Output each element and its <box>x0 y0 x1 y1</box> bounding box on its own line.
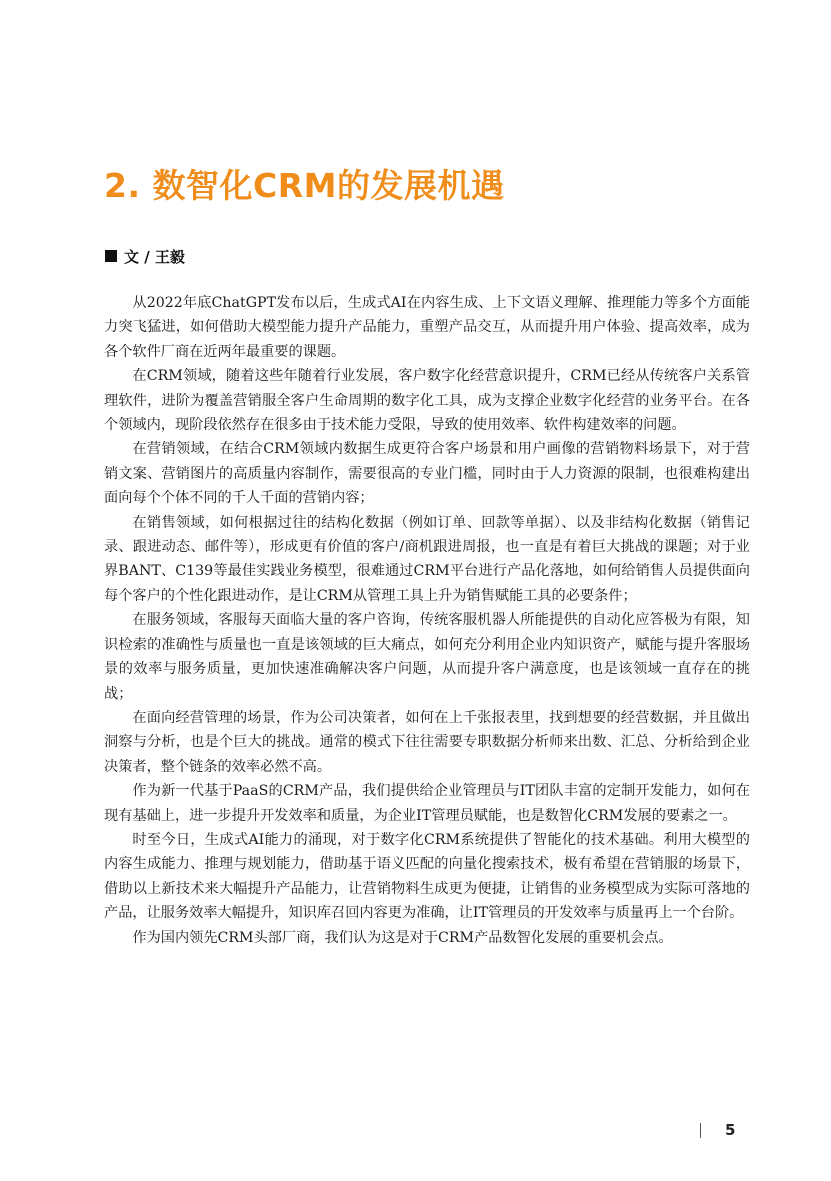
paragraph: 作为新一代基于PaaS的CRM产品，我们提供给企业管理员与IT团队丰富的定制开发能力，如何在现有基础上，进一步提升开发效率和质量，为企业IT管理员赋能，也是数智化CRM发展的要素之一。 <box>104 783 750 824</box>
author-byline <box>105 245 185 267</box>
paragraph: 在面向经营管理的场景，作为公司决策者，如何在上千张报表里，找到想要的经营数据，并且做出洞察与分析，也是个巨大的挑战。通常的模式下往往需要专职数据分析师来出数、汇总、分析给到企业决策者，整个链条的效率必然不高。 <box>104 709 750 775</box>
paragraph: 作为国内领先CRM头部厂商，我们认为这是对于CRM产品数智化发展的重要机会点。 <box>132 929 673 946</box>
paragraph: 在服务领域，客服每天面临大量的客户咨询，传统客服机器人所能提供的自动化应答极为有限，知识检索的准确性与质量也一直是该领域的巨大痛点，如何充分利用企业内知识资产，赋能与提升客服场景的效率与服务质量，更加快速准确解决客户问题，从而提升客户满意度，也是该领域一直存在的挑战； <box>104 612 750 702</box>
page-footer <box>700 1119 735 1141</box>
page-title: 2. 数智化CRM的发展机遇 <box>104 166 505 205</box>
page-number: 5 <box>725 1121 736 1139</box>
paragraph: 在销售领域，如何根据过往的结构化数据（例如订单、回款等单据）、以及非结构化数据（销售记录、跟进动态、邮件等），形成更有价值的客户/商机跟进周报，也一直是有着巨大挑战的课题；对于业界BANT、C139等最佳实践业务模型，很难通过CRM平台进行产品化落地，如何给销售人员提供面向每个客户的个性化跟进动作，是让CRM从管理工具上升为销售赋能工具的必要条件； <box>104 514 750 604</box>
paragraph: 在营销领域，在结合CRM领域内数据生成更符合客户场景和用户画像的营销物料场景下，对于营销文案、营销图片的高质量内容制作，需要很高的专业门槛，同时由于人力资源的限制，也很难构建出面向每个个体不同的千人千面的营销内容； <box>104 441 750 507</box>
paragraph: 时至今日，生成式AI能力的涌现，对于数字化CRM系统提供了智能化的技术基础。利用大模型的内容生成能力、推理与规划能力，借助基于语义匹配的向量化搜索技术，极有希望在营销服的场景下，借助以上新技术来大幅提升产品能力，让营销物料生成更为便捷，让销售的业务模型成为实际可落地的产品，让服务效率大幅提升，知识库召回内容更为准确，让IT管理员的开发效率与质量再上一个台阶。 <box>104 831 750 922</box>
author-text: 文 / 王毅 <box>124 247 185 266</box>
square-bullet-icon <box>105 250 117 262</box>
paragraph: 在CRM领域，随着这些年随着行业发展，客户数字化经营意识提升，CRM已经从传统客户关系管理软件，进阶为覆盖营销服全客户生命周期的数字化工具，成为支撑企业数字化经营的业务平台。在各个领域内，现阶段依然存在很多由于技术能力受限，导致的使用效率、软件构建效率的问题。 <box>104 368 750 434</box>
article-body <box>104 291 750 950</box>
paragraph: 从2022年底ChatGPT发布以后，生成式AI在内容生成、上下文语义理解、推理能力等多个方面能力突飞猛进，如何借助大模型能力提升产品能力，重塑产品交互，从而提升用户体验、提高效率，成为各个软件厂商在近两年最重要的课题。 <box>104 295 750 360</box>
footer-divider <box>700 1123 701 1138</box>
